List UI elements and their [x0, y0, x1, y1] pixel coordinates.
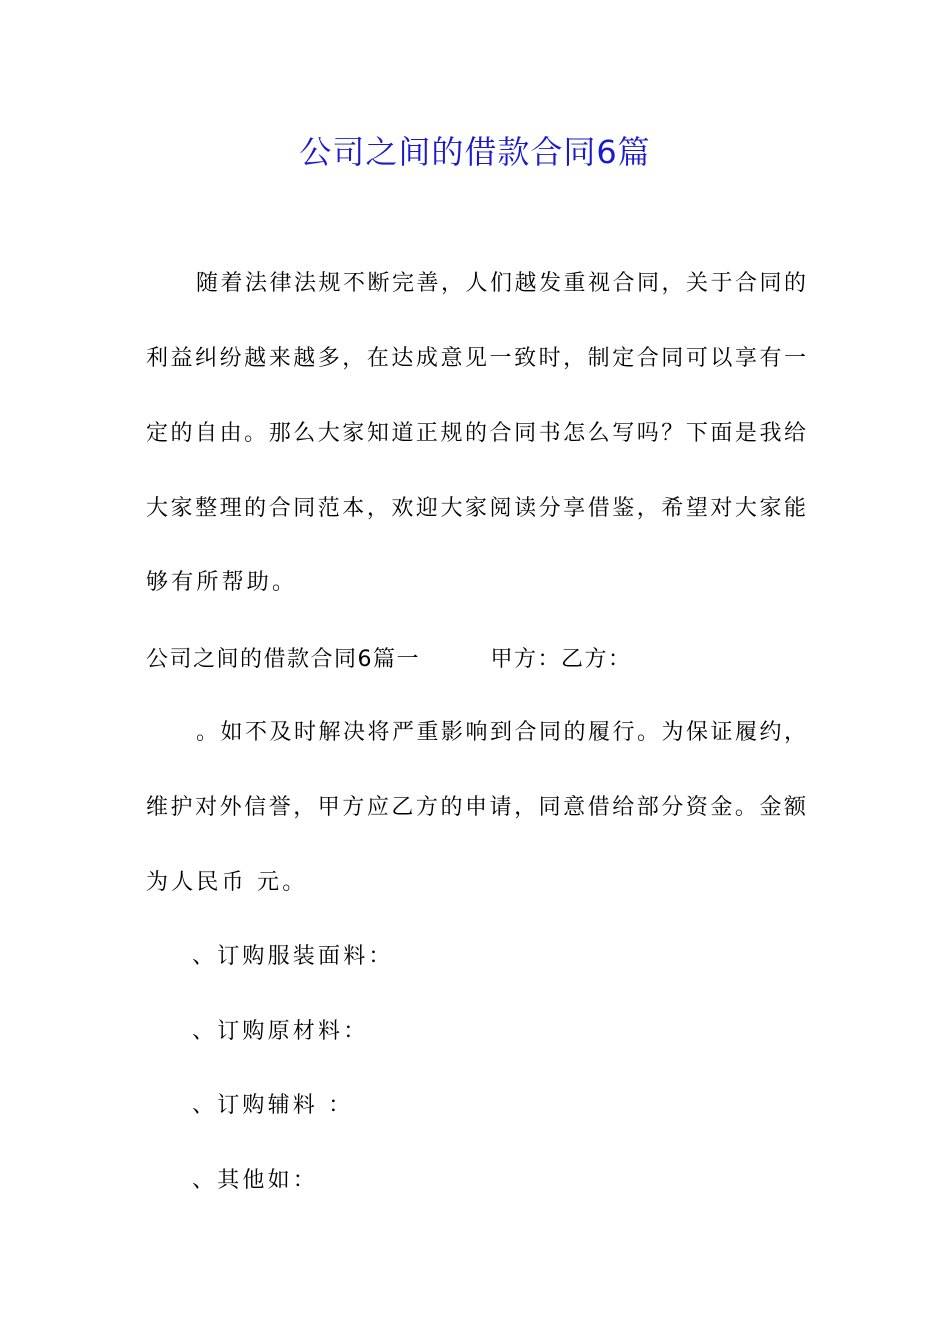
body-paragraph-line: 维护对外信誉，甲方应乙方的申请，同意借给部分资金。金额: [146, 795, 806, 820]
list-item: 、订购原材料：: [192, 1019, 369, 1044]
intro-paragraph-line: 利益纠纷越来越多，在达成意见一致时，制定合同可以享有一: [146, 346, 806, 371]
intro-paragraph-line: 随着法律法规不断完善，人们越发重视合同，关于合同的: [196, 271, 806, 296]
document-title: 公司之间的借款合同6篇: [299, 133, 651, 171]
body-paragraph-line: 为人民币 元。: [146, 870, 308, 895]
intro-paragraph-line: 定的自由。那么大家知道正规的合同书怎么写吗？下面是我给: [146, 421, 806, 446]
intro-paragraph-line: 够有所帮助。: [146, 570, 298, 595]
list-item: 、订购辅料 ：: [192, 1093, 354, 1118]
body-paragraph-line: 。如不及时解决将严重影响到合同的履行。为保证履约，: [196, 720, 806, 745]
list-item: 、其他如：: [192, 1168, 319, 1193]
list-item: 、订购服装面料：: [192, 944, 394, 969]
intro-paragraph-line: 大家整理的合同范本，欢迎大家阅读分享借鉴，希望对大家能: [146, 496, 806, 521]
section-heading: 公司之间的借款合同6篇一 甲方：乙方：: [146, 647, 632, 672]
